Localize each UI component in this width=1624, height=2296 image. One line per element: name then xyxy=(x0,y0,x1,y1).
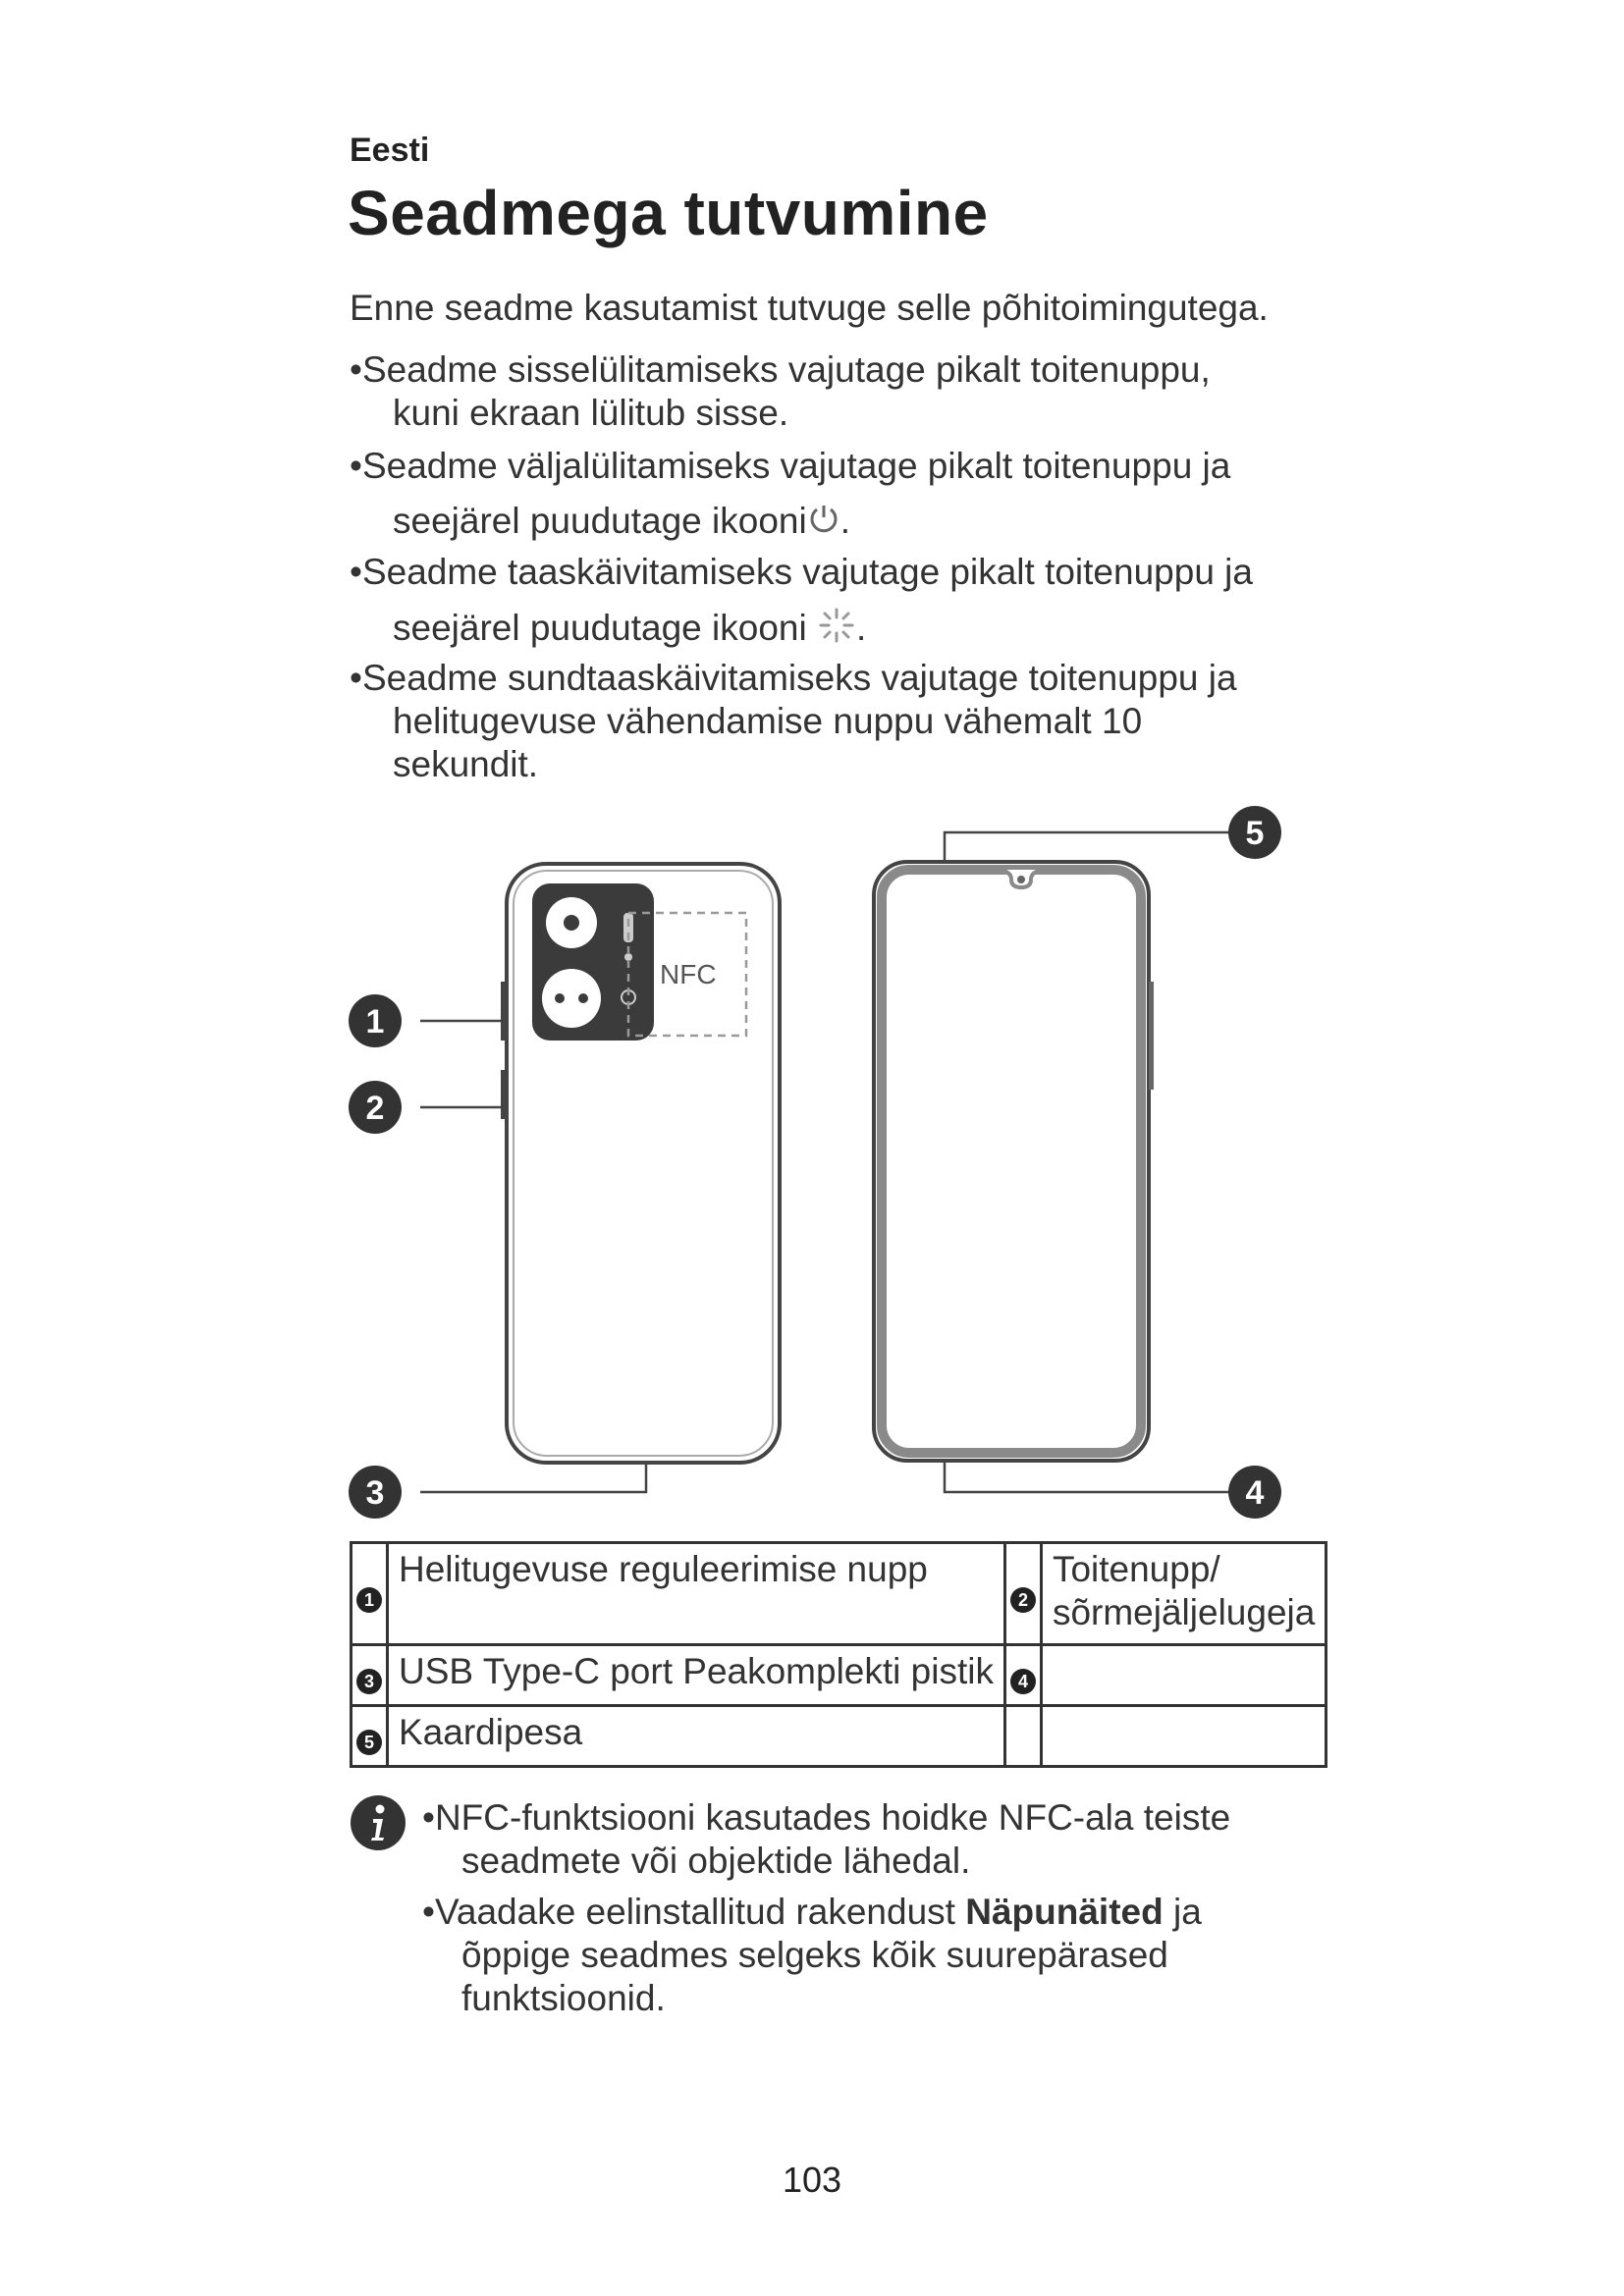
camera-lens-main-inner xyxy=(564,915,579,931)
callout-3 xyxy=(349,1466,402,1519)
table-cell-number xyxy=(1004,1706,1041,1767)
table-row xyxy=(352,1645,1326,1706)
bullet-text: •Seadme väljalülitamiseks vajutage pikalt toitenuppu ja xyxy=(350,446,1231,486)
bullet-text: seejärel puudutage ikooni xyxy=(393,607,807,648)
svg-text:2: 2 xyxy=(365,1090,385,1127)
tips-app-name: Näpunäited xyxy=(965,1892,1164,1932)
note-text: •NFC-funktsiooni kasutades hoidke NFC-ala teiste xyxy=(422,1797,1231,1838)
front-camera xyxy=(1017,876,1025,883)
intro-text: Enne seadme kasutamist tutvuge selle põhitoimingutega. xyxy=(350,288,1269,328)
period: . xyxy=(856,607,867,648)
callout-5 xyxy=(1228,806,1281,859)
volume-button xyxy=(501,982,507,1041)
restart-icon xyxy=(817,606,856,655)
bullet-text: seejärel puudutage ikooni xyxy=(393,501,807,541)
bullet-text: sekundit. xyxy=(393,744,539,784)
page-number: 103 xyxy=(782,2160,842,2200)
bullet-text: helitugevuse vähendamise nuppu vähemalt 10 xyxy=(393,701,1143,741)
camera-lens-secondary xyxy=(542,969,601,1028)
callout-line-5 xyxy=(945,832,1229,862)
table-cell-text xyxy=(1041,1645,1326,1706)
page-title: Seadmega tutvumine xyxy=(348,178,989,248)
bullet-text: kuni ekraan lülitub sisse. xyxy=(393,393,789,433)
svg-text:3: 3 xyxy=(365,1474,385,1512)
parts-table xyxy=(350,1541,1327,1768)
bullet-text: •Seadme taaskäivitamiseks vajutage pikalt toitenuppu ja xyxy=(350,552,1253,592)
phone-front-screen xyxy=(882,870,1141,1453)
bullet-text: •Seadme sisselülitamiseks vajutage pikalt toitenuppu, xyxy=(350,349,1211,390)
table-cell-text: USB Type-C port Peakomplekti pistik xyxy=(388,1645,1005,1706)
table-cell-number: 3 xyxy=(352,1645,388,1706)
callout-1 xyxy=(349,994,402,1047)
table-cell-number: 4 xyxy=(1004,1645,1041,1706)
language-label: Eesti xyxy=(350,132,430,169)
svg-text:5: 5 xyxy=(1245,815,1265,852)
note-tips xyxy=(422,1891,1202,2020)
table-row xyxy=(352,1706,1326,1767)
note-text: funktsioonid. xyxy=(461,1978,666,2018)
bullet-power-on xyxy=(350,348,1211,435)
camera-lens-dot-right xyxy=(578,993,588,1003)
callout-4 xyxy=(1228,1466,1281,1519)
front-side-button xyxy=(1149,982,1154,1090)
table-cell-number: 2 xyxy=(1004,1543,1041,1645)
power-icon xyxy=(807,502,840,545)
bullet-restart xyxy=(350,551,1253,655)
note-text: õppige seadmes selgeks kõik suurepärased xyxy=(461,1935,1168,1975)
svg-text:1: 1 xyxy=(365,1003,385,1041)
note-text: seadmete või objektide lähedal. xyxy=(461,1841,971,1881)
period: . xyxy=(839,501,850,541)
svg-text:4: 4 xyxy=(1245,1474,1265,1512)
note-nfc xyxy=(422,1796,1230,1883)
table-cell-text: Helitugevuse reguleerimise nupp xyxy=(388,1543,1005,1645)
table-cell-number: 1 xyxy=(352,1543,388,1645)
note-text: ja xyxy=(1163,1892,1202,1932)
callout-2 xyxy=(349,1081,402,1134)
power-button xyxy=(501,1070,507,1119)
callout-line-3 xyxy=(420,1461,646,1492)
bullet-text: •Seadme sundtaaskäivitamiseks vajutage toitenuppu ja xyxy=(350,658,1237,698)
nfc-label: NFC xyxy=(660,959,717,989)
phone-diagram xyxy=(334,805,1296,1522)
note-text: •Vaadake eelinstallitud rakendust xyxy=(422,1892,966,1932)
table-row xyxy=(352,1543,1326,1645)
callout-line-4 xyxy=(945,1461,1229,1492)
camera-sensor xyxy=(624,953,632,961)
camera-lens-dot-left xyxy=(555,993,565,1003)
table-cell-text: Toitenupp/ sõrmejäljelugeja xyxy=(1041,1543,1326,1645)
info-icon xyxy=(350,1794,406,1856)
phone-front-outline xyxy=(874,862,1149,1461)
table-cell-text: Kaardipesa xyxy=(388,1706,1005,1767)
table-cell-text xyxy=(1041,1706,1326,1767)
bullet-force-restart xyxy=(350,657,1237,786)
table-cell-number: 5 xyxy=(352,1706,388,1767)
bullet-power-off xyxy=(350,445,1230,545)
